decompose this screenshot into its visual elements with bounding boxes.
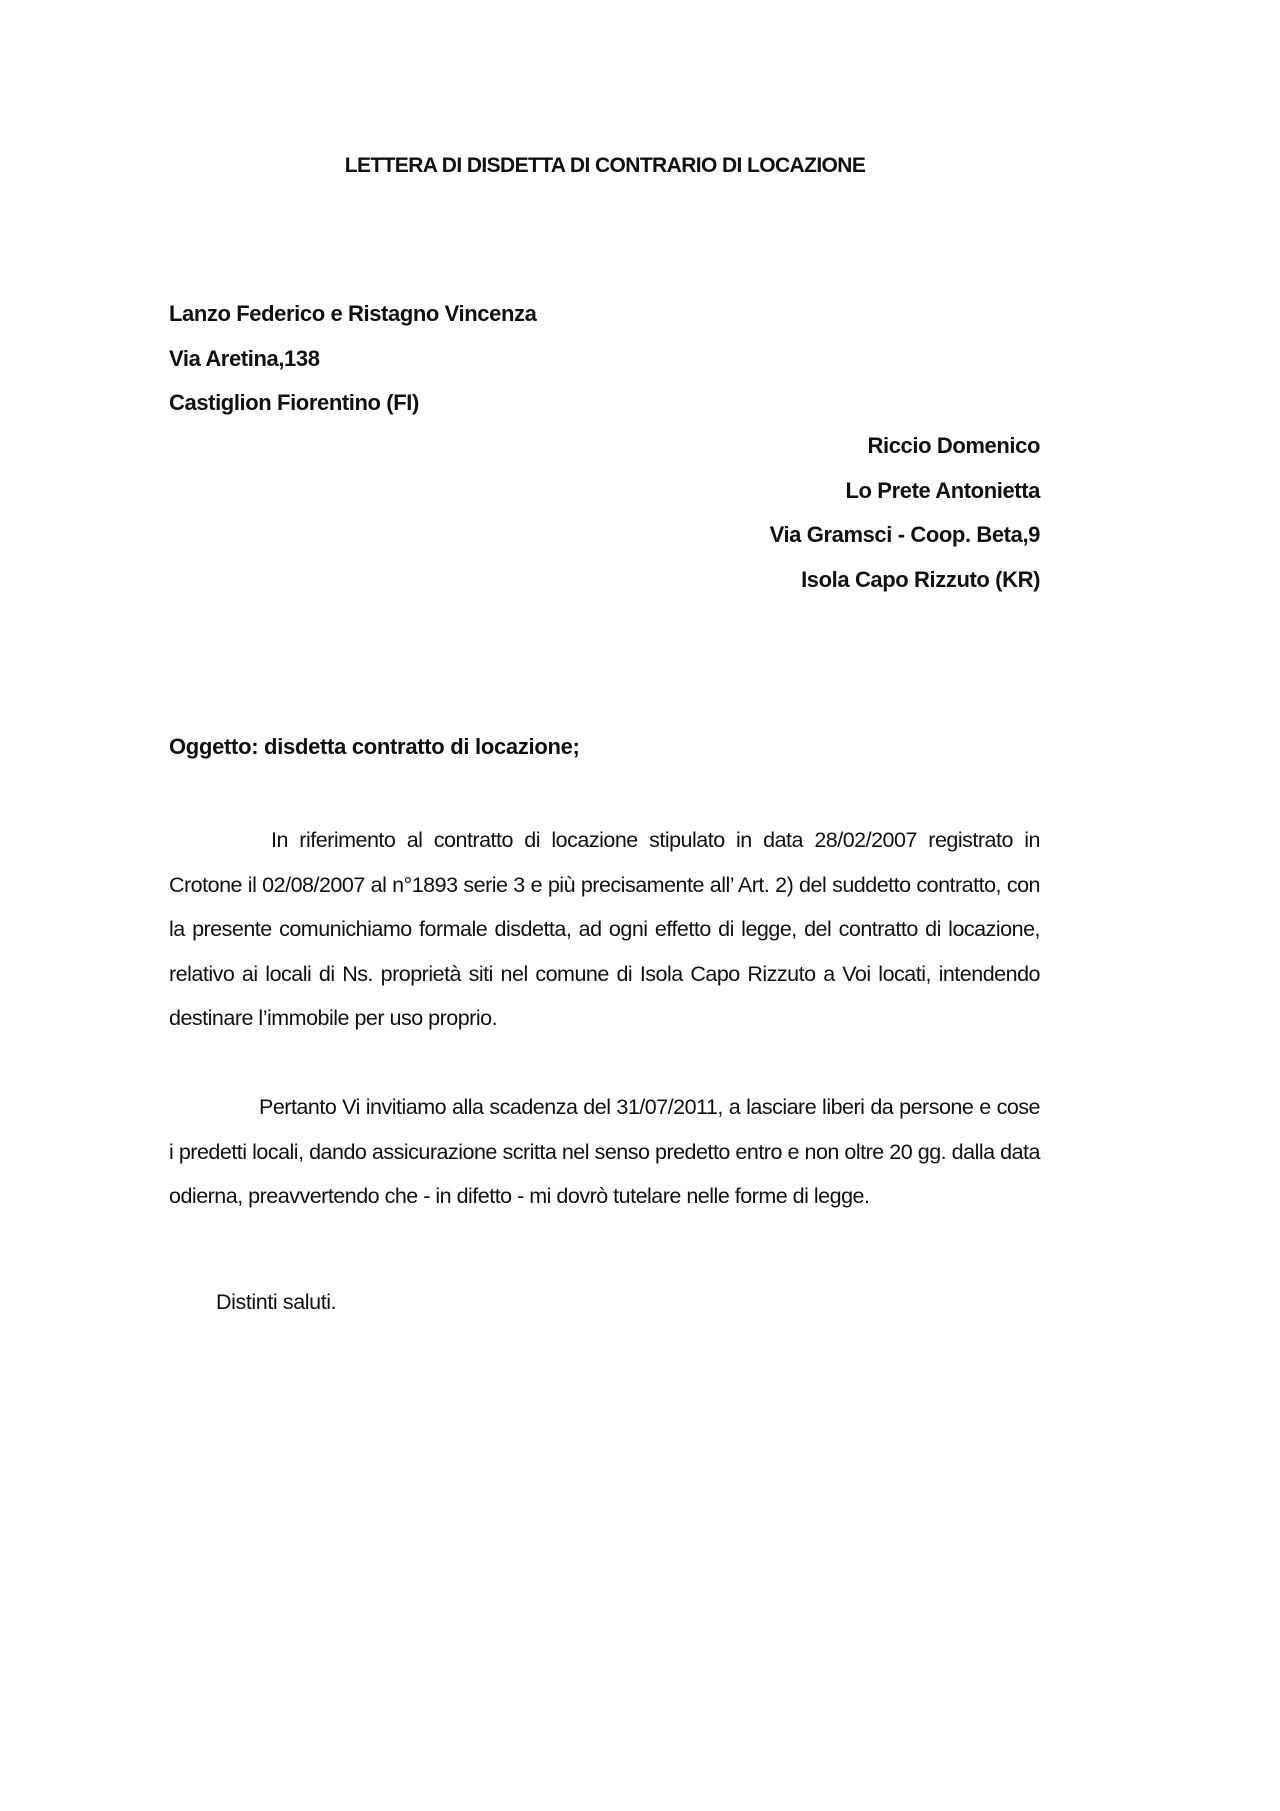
body-paragraph-2: Pertanto Vi invitiamo alla scadenza del 31/07/2011, a lasciare liberi da persone e cose i predetti locali, dando assicurazione scritta nel senso predetto entro e non oltre 20 gg. dalla data odierna, preavvertendo che - in difetto - mi dovrò tutelare nelle forme di legge. xyxy=(169,1095,1040,1208)
body-paragraph-1: In riferimento al contratto di locazione stipulato in data 28/02/2007 registrato in Crotone il 02/08/2007 al n°1893 serie 3 e più precisamente all’ Art. 2) del suddetto contratto, con la presente comunichiamo formale disdetta, ad ogni effetto di legge, del contratto di locazione, relativo ai locali di Ns. proprietà siti nel comune di Isola Capo Rizzuto a Voi locati, intendendo destinare l’immobile per uso proprio. xyxy=(169,828,1040,1030)
closing-salutation: Distinti saluti. xyxy=(216,1290,337,1314)
recipient-address: Via Gramsci - Coop. Beta,9 xyxy=(769,522,1040,547)
sender-name: Lanzo Federico e Ristagno Vincenza xyxy=(169,301,537,326)
recipient-block xyxy=(770,424,1040,602)
document-title: LETTERA DI DISDETTA DI CONTRARIO DI LOCAZIONE xyxy=(344,154,866,177)
sender-address: Via Aretina,138 xyxy=(169,345,320,371)
subject-line: Oggetto: disdetta contratto di locazione; xyxy=(169,734,580,759)
recipient-city: Isola Capo Rizzuto (KR) xyxy=(801,566,1040,592)
recipient-name-1: Riccio Domenico xyxy=(867,433,1040,458)
recipient-name-2: Lo Prete Antonietta xyxy=(845,477,1040,503)
sender-block xyxy=(169,292,536,426)
sender-city: Castiglion Fiorentino (FI) xyxy=(169,390,419,415)
